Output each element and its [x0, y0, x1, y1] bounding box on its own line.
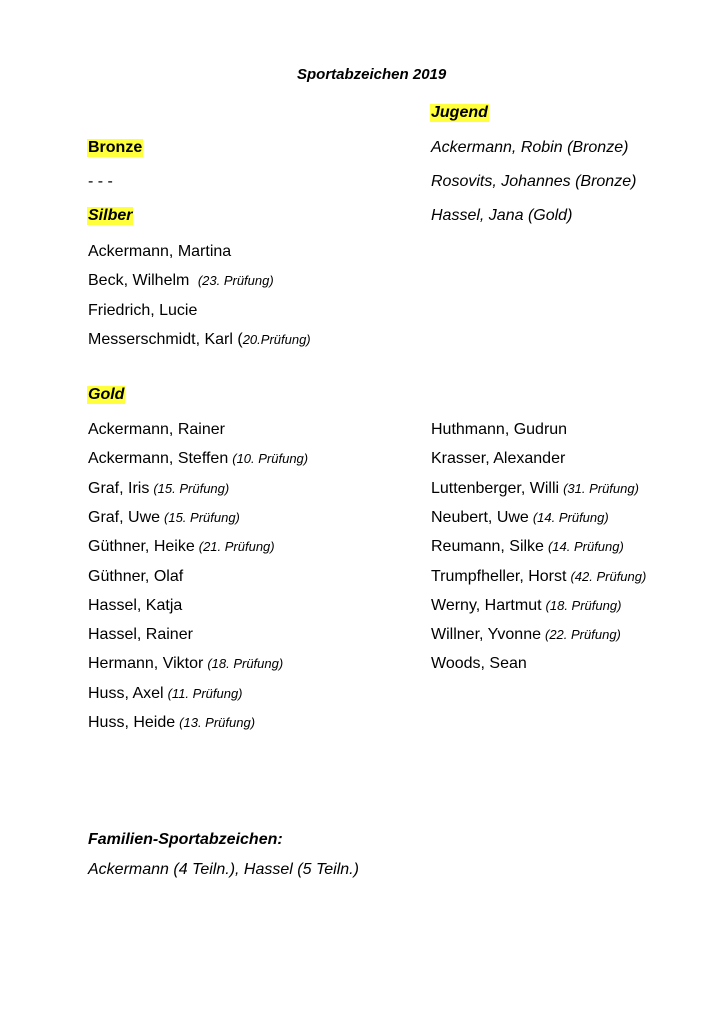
gold-item	[88, 626, 193, 644]
gold-item	[88, 714, 255, 732]
silber-item-name: Friedrich, Lucie	[88, 302, 198, 319]
gold-item-name: Trumpfheller, Horst	[431, 567, 567, 585]
gold-item-note: (21. Prüfung)	[198, 539, 275, 555]
gold-item-name: Reumann, Silke	[431, 538, 544, 556]
gold-item	[88, 597, 182, 615]
gold-item-name: Hassel, Katja	[88, 596, 183, 614]
gold-item	[88, 480, 229, 498]
familien-heading: Familien-Sportabzeichen:	[88, 831, 283, 848]
gold-item-name: Güthner, Olaf	[88, 567, 184, 585]
gold-item	[431, 450, 565, 468]
bronze-heading: Bronze	[88, 139, 143, 156]
gold-item-note: (15. Prüfung)	[153, 480, 230, 496]
gold-item-note: (14. Prüfung)	[532, 509, 609, 525]
gold-item-note: (13. Prüfung)	[179, 715, 256, 730]
silber-item	[88, 243, 231, 261]
gold-item-note: (11. Prüfung)	[167, 685, 243, 701]
gold-item	[431, 597, 621, 615]
jugend-item: Hassel, Jana (Gold)	[431, 207, 573, 224]
silber-item-note: (23. Prüfung)	[197, 273, 274, 288]
gold-item-name: Woods, Sean	[431, 655, 527, 673]
silber-heading: Silber	[88, 207, 133, 224]
gold-item-note: (18. Prüfung)	[207, 656, 284, 672]
gold-item-name: Hermann, Viktor	[88, 655, 204, 673]
gold-item	[431, 655, 527, 673]
gold-item-name: Krasser, Alexander	[431, 450, 566, 468]
gold-item	[431, 538, 624, 556]
familien-text: Ackermann (4 Teiln.), Hassel (5 Teiln.)	[88, 861, 359, 878]
gold-item	[431, 509, 609, 527]
gold-item-note: (14. Prüfung)	[547, 539, 624, 555]
gold-item-note: (15. Prüfung)	[164, 509, 240, 525]
gold-item-name: Hassel, Rainer	[88, 626, 193, 644]
gold-item-note: (18. Prüfung)	[545, 597, 622, 613]
gold-item-note: (42. Prüfung)	[570, 568, 647, 584]
gold-item	[88, 450, 308, 468]
jugend-item: Rosovits, Johannes (Bronze)	[431, 173, 637, 190]
jugend-item: Ackermann, Robin (Bronze)	[431, 139, 629, 156]
gold-item	[431, 626, 621, 644]
gold-item-note: (31. Prüfung)	[563, 480, 639, 496]
gold-item	[431, 568, 646, 586]
silber-item	[88, 331, 311, 349]
gold-item-name: Graf, Uwe	[88, 508, 161, 526]
gold-item-note: (22. Prüfung)	[545, 627, 621, 643]
silber-item-note: 20.Prüfung)	[242, 332, 311, 347]
gold-item-name: Ackermann, Steffen	[88, 450, 229, 468]
silber-item	[88, 272, 274, 290]
gold-item	[431, 421, 567, 439]
gold-item-name: Huss, Heide	[88, 714, 176, 731]
gold-item-name: Güthner, Heike	[88, 538, 195, 556]
gold-item-name: Huthmann, Gudrun	[431, 421, 568, 438]
silber-item	[88, 302, 197, 320]
gold-item-name: Huss, Axel	[88, 684, 164, 702]
jugend-heading: Jugend	[431, 104, 488, 121]
silber-item-name: Messerschmidt, Karl (	[88, 331, 243, 348]
silber-item-name: Beck, Wilhelm	[88, 272, 190, 289]
gold-item-name: Luttenberger, Willi	[431, 479, 560, 497]
gold-heading: Gold	[88, 386, 125, 403]
silber-item-name: Ackermann, Martina	[88, 243, 232, 260]
page-title: Sportabzeichen 2019	[297, 66, 447, 83]
gold-item-note: (10. Prüfung)	[232, 451, 309, 467]
gold-item	[88, 685, 243, 703]
bronze-item: - - -	[88, 173, 113, 190]
gold-item	[88, 538, 275, 556]
gold-item	[88, 421, 225, 439]
gold-item	[431, 480, 639, 498]
gold-item-name: Werny, Hartmut	[431, 596, 542, 614]
gold-item-name: Neubert, Uwe	[431, 508, 529, 526]
gold-item	[88, 655, 283, 673]
gold-item-name: Willner, Yvonne	[431, 626, 541, 644]
gold-item-name: Ackermann, Rainer	[88, 421, 225, 438]
gold-item	[88, 509, 240, 527]
gold-item	[88, 568, 183, 586]
gold-item-name: Graf, Iris	[88, 479, 150, 497]
